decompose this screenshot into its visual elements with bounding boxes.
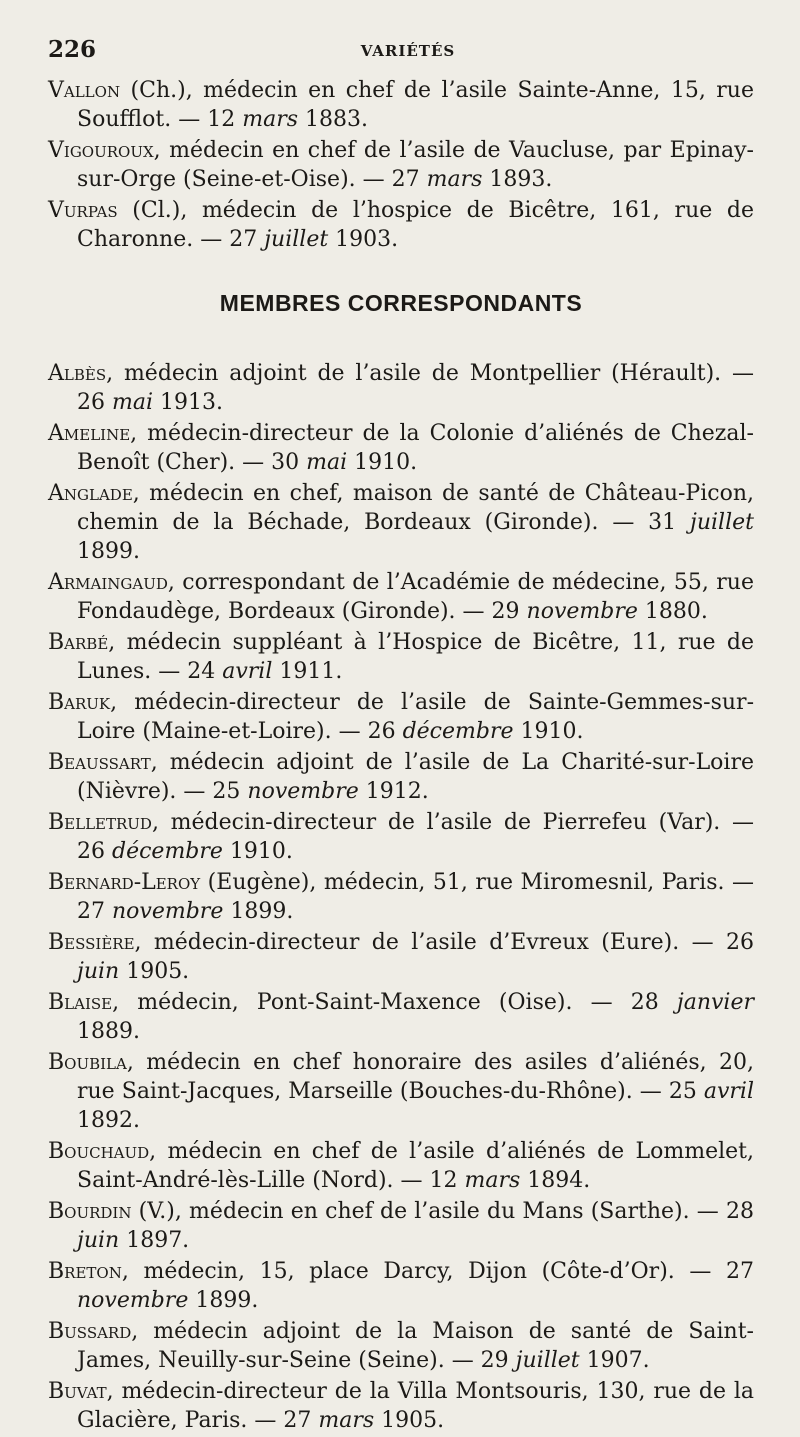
member-details: , médecin, Pont-Saint-Maxence (Oise). — 28 (112, 990, 677, 1015)
member-name: Albès (48, 361, 107, 386)
member-date-month: juillet (515, 1348, 580, 1373)
member-date-month: novembre (77, 1288, 189, 1313)
member-details: , médecin en chef, maison de santé de Château-Picon, chemin de la Béchade, Bordeaux (Gironde). — 31 (77, 481, 754, 535)
member-name: Bernard-Leroy (48, 870, 201, 895)
member-details: , médecin-directeur de la Colonie d’aliénés de Chezal-Benoît (Cher). — 30 (77, 421, 754, 475)
member-entry (48, 1048, 754, 1135)
member-date-month: mars (318, 1408, 375, 1433)
member-date-year: 1912. (358, 779, 429, 804)
member-details: , médecin-directeur de la Villa Montsouris, 130, rue de la Glacière, Paris. — 27 (77, 1379, 754, 1433)
member-entry (48, 419, 754, 477)
member-date-year: 1905. (119, 959, 190, 984)
member-entry (48, 868, 754, 926)
member-name: Vurpas (48, 198, 118, 223)
member-details: (V.), médecin en chef de l’asile du Mans (Sarthe). — 28 (131, 1199, 754, 1224)
member-date-month: décembre (402, 719, 514, 744)
member-entry (48, 1317, 754, 1375)
member-name: Bouchaud (48, 1139, 150, 1164)
member-details: , médecin en chef de l’asile d’aliénés de Lommelet, Saint-André-lès-Lille (Nord). — 12 (77, 1139, 754, 1193)
titular-members-list (48, 76, 754, 254)
member-entry (48, 1137, 754, 1195)
member-date-year: 1892. (77, 1108, 140, 1133)
correspondant-members-list (48, 359, 754, 1435)
member-entry (48, 1257, 754, 1315)
member-date-year: 1910. (513, 719, 584, 744)
member-date-month: juillet (690, 510, 754, 535)
member-entry (48, 136, 754, 194)
member-entry (48, 808, 754, 866)
member-date-year: 1883. (298, 107, 368, 132)
member-date-month: avril (222, 659, 273, 684)
member-name: Baruk (48, 690, 111, 715)
page-header (48, 36, 768, 66)
member-name: Bessière (48, 930, 135, 955)
member-name: Vigouroux (48, 138, 154, 163)
member-date-month: avril (703, 1079, 754, 1104)
member-details: , médecin-directeur de l’asile de Sainte-Gemmes-sur-Loire (Maine-et-Loire). — 26 (77, 690, 754, 744)
member-name: Boubila (48, 1050, 127, 1075)
member-name: Anglade (48, 481, 133, 506)
member-entry (48, 76, 754, 134)
member-date-month: novembre (526, 599, 638, 624)
member-details: , médecin en chef de l’asile de Vaucluse, par Epinay-sur-Orge (Seine-et-Oise). — 27 (77, 138, 754, 192)
member-details: (Ch.), médecin en chef de l’asile Sainte-Anne, 15, rue Soufflot. — 12 (77, 78, 754, 132)
member-details: , médecin adjoint de l’asile de Montpellier (Hérault). — 26 (77, 361, 754, 415)
member-entry (48, 628, 754, 686)
member-date-year: 1910. (347, 450, 418, 475)
member-details: , médecin-directeur de l’asile d’Evreux (Eure). — 26 (134, 930, 754, 955)
running-title: VARIÉTÉS (360, 42, 456, 60)
section-heading: MEMBRES CORRESPONDANTS (219, 290, 583, 316)
member-date-year: 1899. (77, 539, 140, 564)
member-date-year: 1903. (328, 227, 399, 252)
member-name: Ameline (48, 421, 131, 446)
member-date-month: novembre (112, 899, 224, 924)
member-date-month: mars (242, 107, 299, 132)
member-date-year: 1911. (272, 659, 343, 684)
member-entry (48, 1197, 754, 1255)
member-entry (48, 196, 754, 254)
member-date-year: 1910. (222, 839, 293, 864)
member-date-month: juillet (264, 227, 329, 252)
member-entry (48, 988, 754, 1046)
member-date-month: novembre (247, 779, 359, 804)
member-details: , médecin, 15, place Darcy, Dijon (Côte-d’Or). — 27 (121, 1259, 754, 1284)
member-date-year: 1889. (77, 1019, 140, 1044)
member-details: (Eugène), médecin, 51, rue Miromesnil, Paris. — 27 (77, 870, 754, 924)
member-name: Vallon (48, 78, 121, 103)
member-date-year: 1880. (637, 599, 708, 624)
member-entry (48, 1377, 754, 1435)
member-name: Belletrud (48, 810, 152, 835)
member-date-year: 1899. (223, 899, 294, 924)
member-entry (48, 359, 754, 417)
member-details: , médecin suppléant à l’Hospice de Bicêtre, 11, rue de Lunes. — 24 (77, 630, 754, 684)
member-details: , médecin en chef honoraire des asiles d’aliénés, 20, rue Saint-Jacques, Marseille (Bouches-du-Rhône). — 25 (77, 1050, 754, 1104)
member-name: Beaussart (48, 750, 151, 775)
member-details: , médecin adjoint de l’asile de La Charité-sur-Loire (Nièvre). — 25 (77, 750, 754, 804)
member-date-month: janvier (676, 990, 754, 1015)
member-entry (48, 928, 754, 986)
member-entry (48, 688, 754, 746)
member-date-year: 1913. (153, 390, 223, 415)
member-details: , correspondant de l’Académie de médecine, 55, rue Fondaudège, Bordeaux (Gironde). — 29 (77, 570, 754, 624)
member-date-year: 1894. (520, 1168, 591, 1193)
member-name: Buvat (48, 1379, 107, 1404)
member-date-month: mars (426, 167, 483, 192)
page-body (48, 76, 754, 1437)
member-entry (48, 748, 754, 806)
member-date-year: 1907. (579, 1348, 650, 1373)
member-name: Bourdin (48, 1199, 132, 1224)
member-name: Armaingaud (48, 570, 168, 595)
member-date-month: mars (464, 1168, 521, 1193)
member-date-month: décembre (112, 839, 223, 864)
member-date-year: 1899. (188, 1288, 259, 1313)
member-name: Barbé (48, 630, 109, 655)
member-entry (48, 568, 754, 626)
page-number: 226 (48, 36, 97, 63)
member-name: Blaise (48, 990, 113, 1015)
member-date-year: 1905. (374, 1408, 445, 1433)
member-date-month: mai (112, 390, 154, 415)
member-entry (48, 479, 754, 566)
member-date-year: 1893. (482, 167, 553, 192)
member-date-month: mai (306, 450, 348, 475)
member-name: Bussard (48, 1319, 132, 1344)
member-details: , médecin adjoint de la Maison de santé de Saint-James, Neuilly-sur-Seine (Seine). — 29 (77, 1319, 754, 1373)
member-details: (Cl.), médecin de l’hospice de Bicêtre, 161, rue de Charonne. — 27 (77, 198, 754, 252)
member-date-month: juin (77, 959, 120, 984)
member-name: Breton (48, 1259, 122, 1284)
member-date-year: 1897. (119, 1228, 190, 1253)
member-details: , médecin-directeur de l’asile de Pierrefeu (Var). — 26 (77, 810, 754, 864)
member-date-month: juin (77, 1228, 120, 1253)
